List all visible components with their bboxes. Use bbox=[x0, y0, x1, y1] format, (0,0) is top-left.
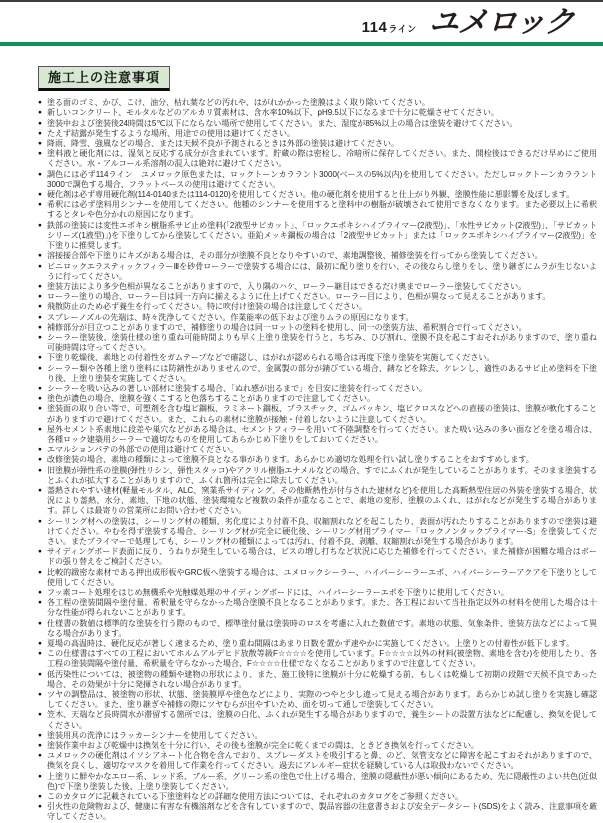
bullet-marker: ● bbox=[38, 466, 42, 474]
note-text: このカタログに記載されている下塗塗料などの詳細な使用方法については、それぞれのカタログをご参照ください。 bbox=[47, 792, 463, 802]
note-item bbox=[38, 384, 597, 394]
note-text: たえず結露が発生するような場所、用途での使用は避けてください。 bbox=[47, 128, 295, 138]
bullet-marker: ● bbox=[38, 395, 42, 403]
note-text: 塗装中および塗装後24時間は5℃以下にならない場所で使用してください。また、湿度が85%以上の場合は塗装を避けてください。 bbox=[47, 118, 518, 128]
note-item bbox=[38, 190, 597, 200]
note-text: 希釈には必ず塗料用シンナーを使用してください。他種のシンナーを使用すると塗料中の樹脂が破壊されて使用できなくなります。また必要以上に希釈するとタレや色分かれの原因になります。 bbox=[47, 200, 597, 220]
bullet-marker: ● bbox=[38, 119, 42, 127]
bullet-marker: ● bbox=[38, 333, 42, 341]
note-item bbox=[38, 200, 597, 220]
note-text: 調色には必ず114ライン ユメロック原色または、ロックトーンカララント3000(ベースの5%以内)を使用してください。ただしロックトーンカララント3000で調色する場合、フラットベースの使用は避けてください。 bbox=[47, 169, 597, 189]
bullet-marker: ● bbox=[38, 456, 42, 464]
note-item bbox=[38, 404, 597, 424]
note-item bbox=[38, 149, 597, 169]
note-item bbox=[38, 588, 597, 598]
note-item bbox=[38, 802, 597, 822]
note-item bbox=[38, 108, 597, 118]
note-item bbox=[38, 639, 597, 649]
note-item bbox=[38, 466, 597, 486]
note-item bbox=[38, 772, 597, 792]
bullet-marker: ● bbox=[38, 670, 42, 678]
note-text: 笠木、天端など長時間水が滞留する箇所では、塗膜の白化、ふくれが発生する場合がありますので、養生シートの設置方法などに配慮し、換気を促してください。 bbox=[47, 710, 597, 730]
bullet-marker: ● bbox=[38, 293, 42, 301]
note-text: 降雨、降雪、強風などの場合、または天候不良が予測されるときは外部の塗装は避けてください。 bbox=[47, 139, 399, 149]
note-text: 各工程の塗装間隔や塗付量、希釈量を守らなかった場合塗膜不良となることがあります。また、各工程において当社指定以外の材料を使用した場合は十分な性能が得られないことがあります。 bbox=[47, 598, 597, 618]
note-item bbox=[38, 792, 597, 802]
bullet-marker: ● bbox=[38, 252, 42, 260]
note-text: 旧塗膜が弾性系の塗膜(弾性リシン、弾性スタッコ)やアクリル樹脂エナメルなどの場合、すでにふくれが発生していることがあります。そのまま塗装するとふくれが拡大することがありますので、ふくれ箇所は完全に除去してください。 bbox=[47, 465, 597, 485]
note-text: 塗装作業中および乾燥中は換気を十分に行い、その後も塗膜が完全に乾くまでの間は、ときどき換気を行ってください。 bbox=[47, 741, 479, 751]
note-item bbox=[38, 741, 597, 751]
bullet-marker: ● bbox=[38, 731, 42, 739]
bullet-marker: ● bbox=[38, 446, 42, 454]
note-text: ツヤの調整品は、被塗物の形状、状態、塗装膜厚や塗色などにより、実際のつやと少し違って見える場合があります。あらかじめ試し塗りを実施し確認してください。また、塗り継ぎや補修の際にツヤむらが出やすいため、面を切って通しで塗装してください。 bbox=[47, 690, 597, 710]
note-text: ユメロックの硬化剤はイソシアネート化合物を含んでおり、スプレーダストを吸引すると鼻、のど、気管支などに障害を起こすおそれがありますので、換気を良くし、適切なマスクを着用して作業を行ってください。過去にアレルギー症状を経験している人は取扱わないでください。 bbox=[47, 751, 597, 771]
note-text: ローラー塗りの場合、ローラー目は同一方向に揃えるように仕上げてください。ローラー目により、色相が異なって見えることがあります。 bbox=[47, 292, 551, 302]
bullet-marker: ● bbox=[38, 517, 42, 525]
note-text: 上塗りに鮮やかなエロー系、レッド系、ブルー系、グリーン系の塗色で仕上げる場合、塗膜の隠蔽性が悪い傾向にあるため、先に隠蔽性のよい共色(近似色)で下塗り塗装した後、上塗り塗装してください。 bbox=[47, 771, 597, 791]
bullet-marker: ● bbox=[38, 752, 42, 760]
note-text: 鉄部の塗装には変性エポキシ樹脂系サビ止め塗料(「2液型サビカット」、「ロックエポキシハイプライマー(2液型)」、「水性サビカット(2液型)」、「サビカットシリーズ(1液型)」)を下塗りしてから塗装してください。亜鉛メッキ鋼板の場合は「2液型サビカット」または「ロックエポキシハイプライマー(2液型)」を下塗りに推奨します。 bbox=[47, 220, 597, 251]
note-item bbox=[38, 670, 597, 690]
note-item bbox=[38, 445, 597, 455]
note-item bbox=[38, 139, 597, 149]
note-text: 下塗り乾燥後、素地との付着性をガムテープなどで確認し、はがれが認められる場合は再度下塗り塗装を実施してください。 bbox=[47, 353, 495, 363]
note-item bbox=[38, 455, 597, 465]
brand-logo: ユメロック bbox=[427, 6, 575, 39]
note-text: 新しいコンクリート、モルタルなどのアルカリ質素材は、含水率10%以下、pH9.5以下になるまで十分に乾燥させてください。 bbox=[47, 108, 499, 118]
bullet-marker: ● bbox=[38, 109, 42, 117]
note-text: 蓄熱されやすい建材(軽量モルタル、ALC、窯業系サイディング、その他断熱性が付与された建材など)を使用した高断熱型住居の外装を塗装する場合、状況により蓄熱、水分、素地、下地の状態、塗装環境など複数の条件が重なることで、素地の変形、塗膜のふくれ、はがれなどが発生する場合があります。詳しくは最寄りの営業所にお問い合わせください。 bbox=[47, 485, 597, 516]
bullet-marker: ● bbox=[38, 282, 42, 290]
note-item bbox=[38, 547, 597, 567]
product-line-label bbox=[362, 19, 417, 36]
bullet-marker: ● bbox=[38, 711, 42, 719]
note-text: シーラーを吸い込みの著しい部材に塗装する場合、「ぬれ感が出るまで」を目安に塗装を行ってください。 bbox=[47, 383, 427, 393]
note-text: スプレーノズルの先端は、時々洗浄してください。作業能率の低下および塗りムラの原因になります。 bbox=[47, 312, 414, 322]
note-text: シーラー類や各種上塗り塗料には防錆性がありませんので、金属製の部分が錆びている場合、錆などを除去、ケレンし、適性のあるサビ止め塗料を下塗り後、上塗り塗装を実施してください。 bbox=[47, 363, 597, 383]
note-item bbox=[38, 170, 597, 190]
document-body bbox=[0, 46, 603, 823]
note-item bbox=[38, 119, 597, 129]
note-text: 屋外セメント系素地に段差や巣穴などがある場合は、セメントフィラーを用いて不陸調整を行ってください。また吸い込みの多い面などを塗る場合は、各種ロック建築用シーラーで適切なものを使用してあらかじめ下塗りをしておいてください。 bbox=[47, 424, 597, 444]
note-item bbox=[38, 292, 597, 302]
note-item bbox=[38, 364, 597, 384]
note-text: 塗る面のゴミ、かび、こけ、油分、枯れ葉などの汚れや、はがれかかった塗膜はよく取り除いてください。 bbox=[47, 98, 430, 108]
precaution-list bbox=[38, 98, 597, 822]
bullet-marker: ● bbox=[38, 191, 42, 199]
bullet-marker: ● bbox=[38, 650, 42, 658]
bullet-marker: ● bbox=[38, 568, 42, 576]
note-text: 補修部分が目立つことがありますので、補修塗りの場合は同一ロットの塗料を使用し、同一の塗装方法、希釈割合で行ってください。 bbox=[47, 322, 527, 332]
note-item bbox=[38, 731, 597, 741]
note-item bbox=[38, 619, 597, 639]
bullet-marker: ● bbox=[38, 742, 42, 750]
note-text: 塗装用具の洗浄にはラッカーシンナーを使用してください。 bbox=[47, 730, 263, 740]
note-text: シーラー塗装後、塗装仕様の塗り重ね可能時間よりも早く上塗り塗装を行うと、ちぢみ、ひび割れ、塗膜不良を起こすおそれがありますので、塗り重ね可能時間は守ってください。 bbox=[47, 332, 597, 353]
note-text: 塗装面の取り合い等で、可塑剤を含む塩ビ鋼板、ラミネート鋼板、プラスチック、ゴムパッキン、塩ビクロスなどへの直接の塗装は、塗膜が軟化することがありますので避けてください。また、これらの素材に塗膜が接触・付着しないように注意してください。 bbox=[47, 404, 597, 424]
bullet-marker: ● bbox=[38, 425, 42, 433]
bullet-marker: ● bbox=[38, 354, 42, 362]
bullet-marker: ● bbox=[38, 313, 42, 321]
note-item bbox=[38, 598, 597, 618]
bullet-marker: ● bbox=[38, 99, 42, 107]
note-text: サイディングボード表面に反り、うねりが発生している場合は、ビスの増し打ちなど状況に応じた補修を行ってください。また補修が困難な場合はボードの張り替えをご検討ください。 bbox=[47, 547, 597, 567]
note-text: 低汚染性については、被塗物の種類や建物の形状により、また、施工後特に塗膜が十分に乾燥する前、もしくは乾燥して初期の段階で天候不良であった場合、その効果が十分に発揮されない場合があります。 bbox=[47, 669, 597, 689]
note-item bbox=[38, 262, 597, 282]
note-item bbox=[38, 129, 597, 139]
note-item bbox=[38, 282, 597, 292]
bullet-marker: ● bbox=[38, 691, 42, 699]
note-text: エマルションパテの外部での使用は避けてください。 bbox=[47, 445, 239, 455]
bullet-marker: ● bbox=[38, 384, 42, 392]
note-item bbox=[38, 394, 597, 404]
section-title: 施工上の注意事項 bbox=[38, 66, 170, 91]
note-text: 比較的緻密な素材である押出成形板やGRC板へ塗装する場合は、ユメロックシーラー、ハイパーシーラーエポ、ハイパーシーラーアクアを下塗りとして使用してください。 bbox=[47, 567, 597, 587]
note-text: 飛散防止のため必ず養生を行ってください。特に吹付け塗装の場合は注意してください。 bbox=[47, 302, 367, 312]
note-item bbox=[38, 302, 597, 312]
note-item bbox=[38, 486, 597, 517]
note-item bbox=[38, 98, 597, 108]
bullet-marker: ● bbox=[38, 150, 42, 158]
bullet-marker: ● bbox=[38, 793, 42, 801]
bullet-marker: ● bbox=[38, 221, 42, 229]
note-text: フッ素コート処理をはじめ無機系や光触媒処理のサイディングボードには、ハイパーシーラーエポを下塗りに使用してください。 bbox=[47, 588, 509, 597]
note-item bbox=[38, 425, 597, 445]
bullet-marker: ● bbox=[38, 599, 42, 607]
note-text: 塗料液と硬化剤には、湿気と反応する成分が含まれています。貯蔵の際は密栓し、冷暗所に保存してください。また、開栓後はできるだけ早めにご使用ください。水・アルコール系溶剤の混入は絶対に避けてください。 bbox=[47, 149, 597, 169]
bullet-marker: ● bbox=[38, 486, 42, 494]
note-item bbox=[38, 710, 597, 730]
bullet-marker: ● bbox=[38, 548, 42, 556]
bullet-marker: ● bbox=[38, 405, 42, 413]
bullet-marker: ● bbox=[38, 323, 42, 331]
bullet-marker: ● bbox=[38, 201, 42, 209]
page-header bbox=[0, 0, 603, 46]
note-item bbox=[38, 333, 597, 353]
bullet-marker: ● bbox=[38, 262, 42, 270]
note-text: 溶接接合部や下塗りにキズがある場合は、その部分が塗膜不良となりやすいので、素地調整後、補修塗装を行ってから塗装してください。 bbox=[47, 251, 543, 261]
note-item bbox=[38, 568, 597, 588]
note-item bbox=[38, 221, 597, 252]
bullet-marker: ● bbox=[38, 140, 42, 148]
line-suffix: ライン bbox=[388, 24, 417, 34]
bullet-marker: ● bbox=[38, 129, 42, 137]
note-text: 仕様書の数値は標準的な塗装を行う際のもので、標準塗付量は塗装時のロスを考慮に入れた数値です。素地の状態、気象条件、塗装方法などによって異なる場合があります。 bbox=[47, 618, 597, 638]
note-text: 硬化剤は必ず専用硬化剤(114-0140または114-0120)を使用してください。他の硬化剤を使用すると仕上がり外観、塗膜性能に悪影響を及ぼします。 bbox=[47, 190, 575, 200]
note-text: この仕様書はすべての工程においてホルムアルデヒド放散等級F☆☆☆☆を使用しています。F☆☆☆☆以外の材料(被塗物、素地を含む)を使用したり、各工程の塗装間隔や塗付量、希釈量を守らなかった場合、F☆☆☆☆仕様でなくなることがありますので注意してください。 bbox=[47, 649, 597, 669]
note-item bbox=[38, 751, 597, 771]
bullet-marker: ● bbox=[38, 640, 42, 648]
note-text: 引火性の危険物および、健康に有害な有機溶剤などを含有していますので、製品容器の注意書きおよび安全データシート(SDS)をよく読み、注意事項を厳守してください。 bbox=[47, 802, 597, 822]
note-text: 塗装方法により多少色相が異なることがありますので、入り隅のハケ、ローラー継目はできるだけ奥までローラー塗装してください。 bbox=[47, 281, 527, 291]
note-item bbox=[38, 323, 597, 333]
note-item bbox=[38, 649, 597, 669]
note-item bbox=[38, 251, 597, 261]
note-item bbox=[38, 517, 597, 548]
note-text: 塗色が濃色の場合、塗膜を強くこすると色落ちすることがありますので注意してください。 bbox=[47, 394, 375, 404]
bullet-marker: ● bbox=[38, 619, 42, 627]
brand-row bbox=[0, 2, 603, 42]
bullet-marker: ● bbox=[38, 772, 42, 780]
note-text: シーリング材への塗装は、シーリング材の種類、劣化度により付着不良、収縮割れなどを起こしたり、表面が汚れたりすることがありますので塗装は避けてください。やむを得ず塗装する場合、シーリング材が完全に硬化後、シーリング材用プライマー「ロックノンタックプライマー-S」を塗装してください。またプライマーで処理しても、シーリング材の種類によっては汚れ、付着不良、剥離、収縮割れが発生する場合があります。 bbox=[47, 516, 597, 546]
note-item bbox=[38, 313, 597, 323]
bullet-marker: ● bbox=[38, 364, 42, 372]
bullet-marker: ● bbox=[38, 303, 42, 311]
bullet-marker: ● bbox=[38, 170, 42, 178]
bullet-marker: ● bbox=[38, 589, 42, 596]
note-text: 改修塗装の場合、素地の種類によって塗膜不良となる事があります。あらかじめ適切な処理を行い試し塗りすることをおすすめします。 bbox=[47, 455, 534, 465]
note-text: 夏場の高温時は、硬化反応が著しく速まるため、塗り重ね間隔はあまり日数を置かず速やかに実施してください。上塗りとの付着性が低下します。 bbox=[47, 639, 575, 649]
note-item bbox=[38, 353, 597, 363]
line-number: 114 bbox=[361, 19, 388, 36]
bullet-marker: ● bbox=[38, 803, 42, 811]
note-text: ビニロックエラスティックフィラーⅢを砂骨ローラーで塗装する場合には、最初に配り塗りを行い、その後ならし塗りをし、塗り継ぎにムラが生じないように行ってください。 bbox=[47, 261, 597, 281]
note-item bbox=[38, 690, 597, 710]
